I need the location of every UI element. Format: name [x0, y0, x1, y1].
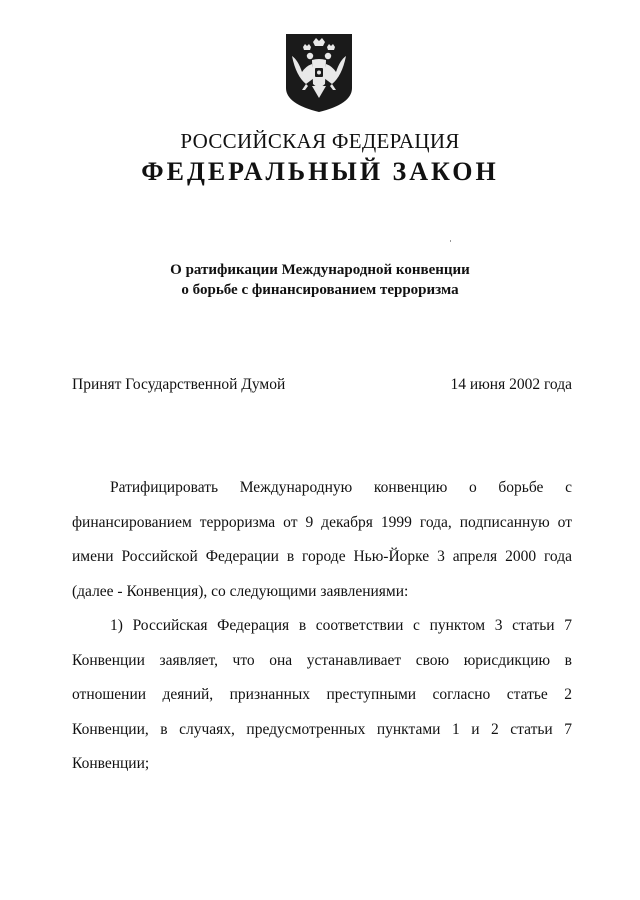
law-title-line-2: о борьбе с финансированием терроризма — [181, 282, 459, 298]
paragraph-1-line: имени Российской Федерации в городе Нью-Йорке 3 апреля 2000 года — [72, 548, 572, 565]
document-type-heading: ФЕДЕРАЛЬНЫЙ ЗАКОН — [141, 157, 499, 186]
law-title — [0, 260, 640, 300]
russian-coat-of-arms-icon — [284, 32, 354, 114]
paragraph-2 — [72, 609, 572, 782]
scan-speck — [450, 240, 451, 242]
paragraph-1-line: Ратифицировать Международную конвенцию о борьбе с — [110, 479, 572, 496]
adoption-date: 14 июня 2002 года — [450, 376, 572, 393]
law-title-line-1: О ратификации Международной конвенции — [170, 262, 470, 278]
paragraph-2-line: Конвенции, в случаях, предусмотренных пунктами 1 и 2 статьи 7 — [72, 720, 572, 738]
paragraph-2-line: отношении деяний, признанных преступными согласно статье 2 — [72, 686, 572, 703]
paragraph-2-line: Конвенции; — [72, 755, 150, 772]
adoption-row — [72, 375, 572, 395]
country-heading: РОССИЙСКАЯ ФЕДЕРАЦИЯ — [180, 129, 460, 153]
paragraph-1 — [72, 471, 572, 609]
paragraph-2-line: Конвенции заявляет, что она устанавливает свою юрисдикцию в — [72, 651, 572, 669]
paragraph-2-line: 1) Российская Федерация в соответствии с пунктом 3 статьи 7 — [110, 617, 572, 634]
adopted-by-label: Принят Государственной Думой — [72, 376, 286, 393]
paragraph-1-line: финансированием терроризма от 9 декабря 1999 года, подписанную от — [72, 513, 572, 531]
paragraph-1-line: (далее - Конвенция), со следующими заявлениями: — [72, 582, 409, 600]
